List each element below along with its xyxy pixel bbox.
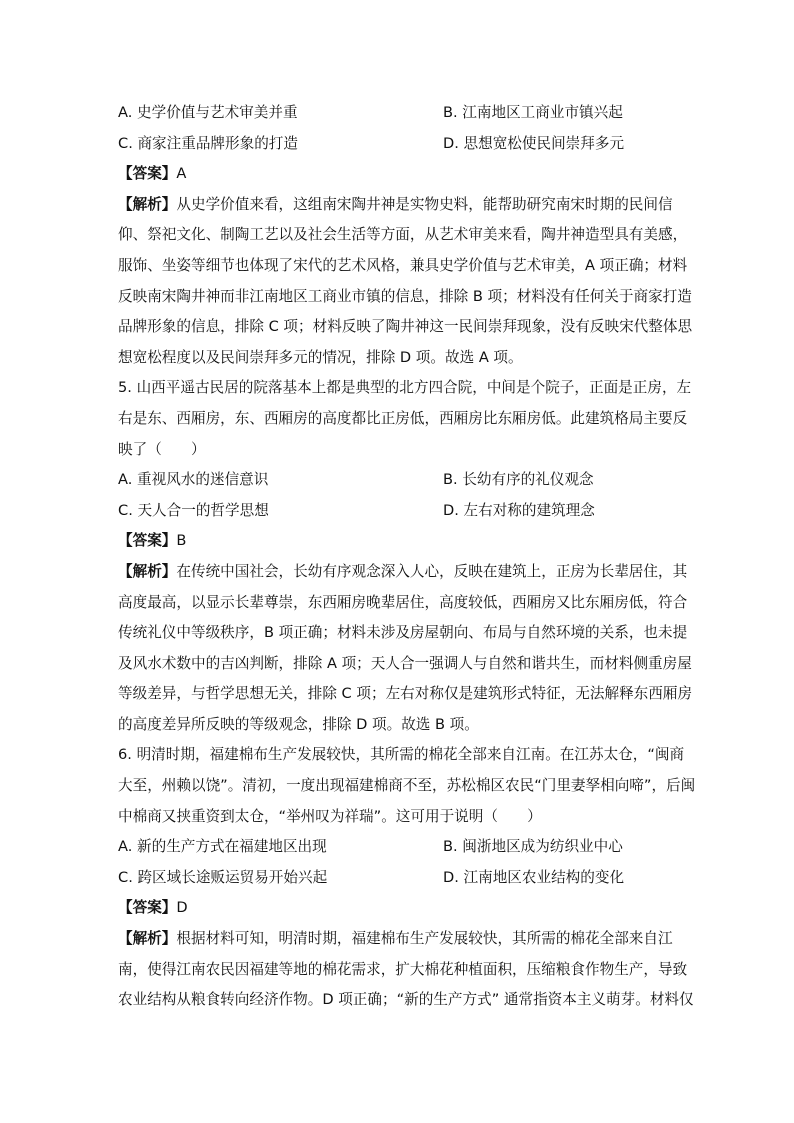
line-text: 中棉商又挟重资到太仓，“举州叹为祥瑞”。这可用于说明（ ） [118,807,542,825]
option-right: D. 左右对称的建筑理念 [443,501,595,519]
line-text: 5. 山西平遥古民居的院落基本上都是典型的北方四合院，中间是个院子，正面是正房，左 [118,379,692,397]
question-paragraph [118,373,692,465]
option-row [118,832,678,863]
analysis-paragraph [118,557,693,741]
answer-line [118,526,678,557]
option-row [118,98,678,129]
option-right: B. 闽浙地区成为纺织业中心 [443,838,623,856]
line-text: 等级差异，与哲学思想无关，排除 C 项；左右对称仅是建筑形式特征，无法解释东西厢房 [118,685,693,703]
line-text: 高度最高，以显示长辈尊崇，东西厢房晚辈居住，高度较低，西厢房又比东厢房低，符合 [118,593,688,611]
analysis-tag: 【解析】 [118,930,177,948]
answer-value: B [176,532,187,550]
option-left: C. 天人合一的哲学思想 [118,501,269,519]
text-line [118,220,688,251]
option-left: A. 史学价值与艺术审美并重 [118,104,298,121]
text-line [118,710,678,741]
line-text: 右是东、西厢房，东、西厢房的高度都比正房低，西厢房比东厢房低。此建筑格局主要反 [118,409,688,427]
line-text: 及风水术数中的吉凶判断，排除 A 项；天人合一强调人与自然和谐共生，而材料侧重房屋 [118,654,692,672]
answer-value: D [176,899,188,917]
text-line [118,343,678,374]
text-line [118,373,692,404]
option-row [118,496,678,527]
line-text: 品牌形象的信息，排除 C 项；材料反映了陶井神这一民间崇拜现象，没有反映宋代整体思 [118,318,693,336]
option-row [118,129,678,160]
line-text: 根据材料可知，明清时期，福建棉布生产发展较快，其所需的棉花全部来自江 [176,930,673,948]
option-left: C. 跨区域长途贩运贸易开始兴起 [118,868,328,886]
text-line [118,404,688,435]
answer-tag: 【答案】 [118,532,177,550]
analysis-tag: 【解析】 [118,195,177,213]
text-line [118,588,688,619]
question-paragraph [118,740,696,832]
line-text: 想宽松程度以及民间崇拜多元的情况，排除 D 项。故选 A 项。 [118,348,523,366]
text-line [118,312,693,343]
line-text: 服饰、坐姿等细节也体现了宋代的艺术风格，兼具史学价值与艺术审美，A 项正确；材料 [118,256,688,274]
line-text: 南，使得江南农民因福建等地的棉花需求，扩大棉花种植面积，压缩粮食作物生产，导致 [118,960,688,978]
line-text: 大至，州赖以饶”。清初，一度出现福建棉商不至，苏松棉区农民“门里妻孥相向啼”，后闽 [118,777,696,795]
line-text: 6. 明清时期，福建棉布生产发展较快，其所需的棉花全部来自江南。在江苏太仓，“闽商 [118,746,685,764]
text-line [118,679,693,710]
text-line [118,924,678,955]
line-text: 农业结构从粮食转向经济作物。D 项正确；“新的生产方式” 通常指资本主义萌芽。材料仅 [118,991,694,1009]
line-text: 仰、祭祀文化、制陶工艺以及社会生活等方面，从艺术审美来看，陶井神造型具有美感， [118,226,688,244]
line-text: 传统礼仪中等级秩序，B 项正确；材料未涉及房屋朝向、布局与自然环境的关系，也未提 [118,624,688,642]
line-text: 的高度差异所反映的等级观念，排除 D 项。故选 B 项。 [118,715,479,733]
line-text: 映了（ ） [118,440,206,458]
option-right: B. 江南地区工商业市镇兴起 [443,104,623,121]
analysis-tag: 【解析】 [118,562,177,580]
text-line [118,955,688,986]
text-line [118,435,678,466]
line-text: 在传统中国社会，长幼有序观念深入人心，反映在建筑上，正房为长辈居住，其 [176,562,688,580]
option-left: A. 重视风水的迷信意识 [118,471,269,489]
text-line [118,557,688,588]
answer-tag: 【答案】 [118,899,177,917]
option-right: D. 思想宽松使民间崇拜多元 [443,134,625,152]
answer-line [118,893,678,924]
text-line [118,771,696,802]
option-row [118,465,678,496]
line-text: 从史学价值来看，这组南宋陶井神是实物史料，能帮助研究南宋时期的民间信 [176,195,673,213]
option-right: B. 长幼有序的礼仪观念 [443,471,594,489]
option-left: A. 新的生产方式在福建地区出现 [118,838,327,856]
answer-value: A [176,165,187,183]
answer-tag: 【答案】 [118,165,177,183]
text-line [118,740,685,771]
text-line [118,985,694,1016]
text-line [118,649,692,680]
text-line [118,618,688,649]
text-line [118,802,678,833]
document-page [118,98,696,1016]
option-row [118,863,678,894]
analysis-paragraph [118,924,694,1016]
text-line [118,190,678,221]
analysis-paragraph [118,190,693,374]
text-line [118,251,688,282]
option-right: D. 江南地区农业结构的变化 [443,868,625,886]
option-left: C. 商家注重品牌形象的打造 [118,134,299,152]
line-text: 反映南宋陶井神而非江南地区工商业市镇的信息，排除 B 项；材料没有任何关于商家打造 [118,287,692,305]
text-line [118,282,692,313]
answer-line [118,159,678,190]
